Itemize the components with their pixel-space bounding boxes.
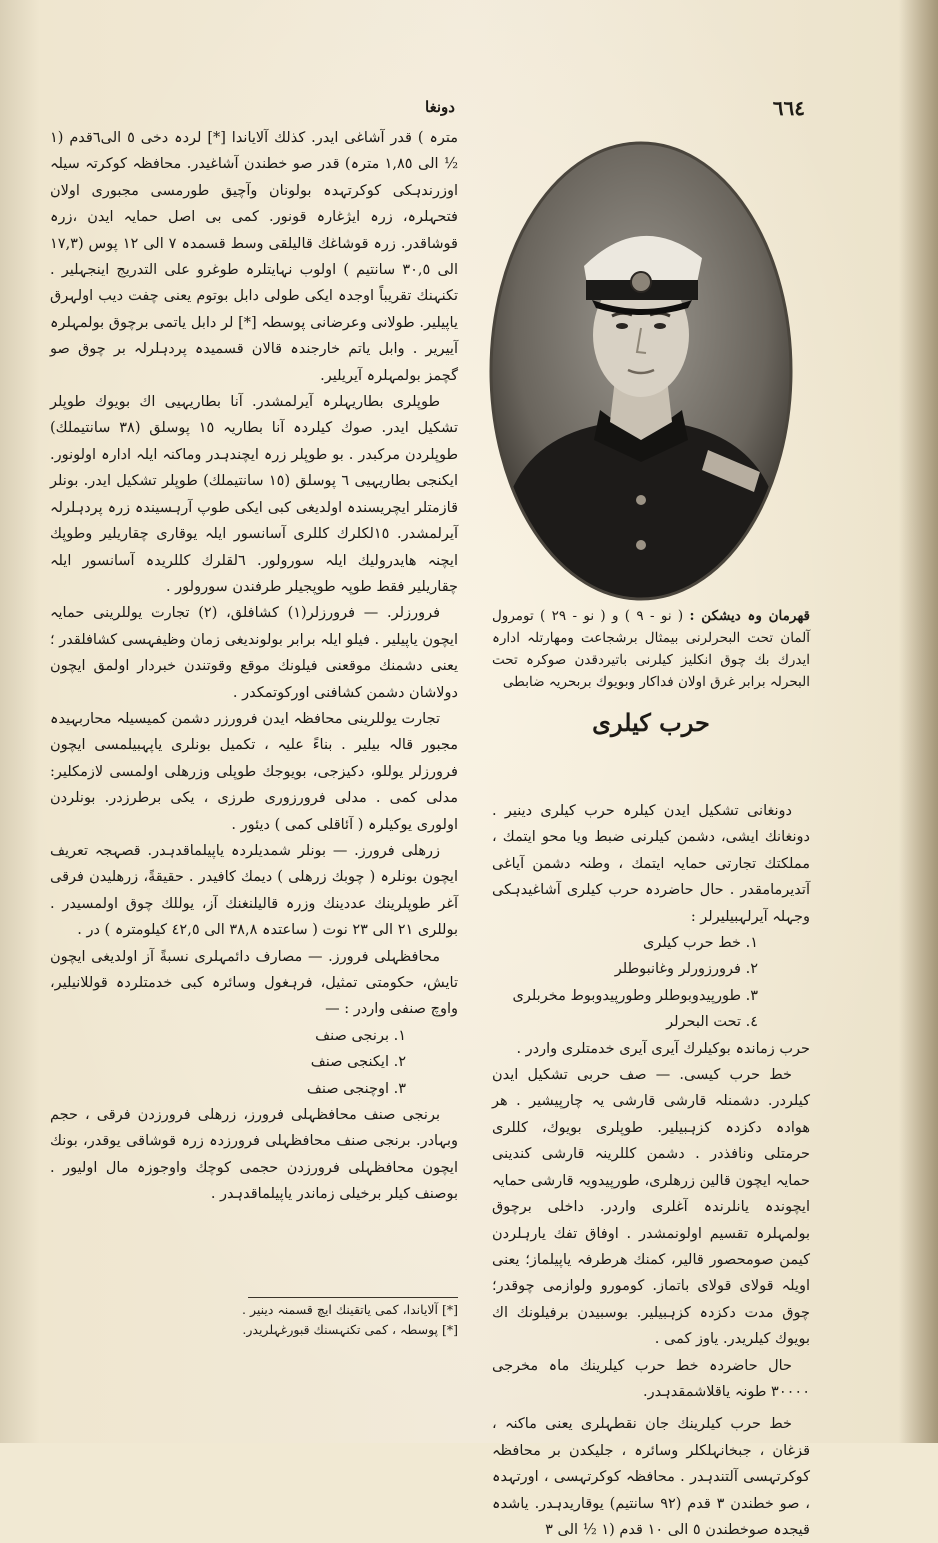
page-number: ٦٦٤ [772,96,805,120]
left-closing-paragraph: برنجی صنف محافظہلی فرورز، زرهلی فرورزدن فرقی ، حجم وبہادر. برنجی صنف محافظہلی فرورزدہ زرہ قوشاقی یوقدر، بونك ایچون محافظہلی فرورزدن حجمی کوچك واوجوزہ مال اولیور . بوصنف کیلر برخیلی زماندر یاپیلماقدہدر . [50,1107,458,1203]
left-paragraph-2: طوپلری بطاریہلرہ آیرلمشدر. آنا بطاریہیی اك بویوك طوپلر تشکیل ایدر. صوك کیلردہ آنا بطاریہ ١٥ پوسلق (٣٨ سانتیملك) طوپلردن مرکبدر . بو طوپلر زرہ ایچندہدر وماکنہ ایلہ ادارہ اولونور. ایکنجی بطاریہیی ٦ پوسلق (١٥ سانتیملك) طوپلر تشکیل ایدر. بونلر قازمتلر ایچریسندہ اولدیغی کبی ایکی طوپ آرہسیندہ زرہ پردہلرلہ آیرلمشدر. ١٥لکلرك کللری آسانسور ایلہ یوقاری چقاریلیر وطوپك ایچنہ هایدرولیك ایلہ سورولور. ٦لقلرك کللریدہ آسانسور ایلہ چقاریلیر فقط طوپہ طوپجیلر طرفندن سورولور . [50,394,458,595]
left-paragraph-1: مترہ ) قدر آشاغی ایدر. کذلك آلایاندا [*] لردہ دخی ٥ الی٦قدم (١ ½ الی ١,٨٥ مترہ) قدر صو خطندن آشاغیدر. محافظہ کوکرتہ سیلہ اوزرندہکی کوکرتہدہ بولونان وآچیق طورمسی مجبوری اولان فتحہلرہ، زرہ ایژغارہ قونور. کمی بی اصل حمایہ ایدن ،زرہ قوشاقدر. زرہ قوشاغك قالیلقی وسط قسمدہ ٧ الی ١٢ پوس (١٧,٣ الی ٣٠,٥ سانتیم ) اولوب نہایتلرہ طوغرو علی التدریج اینجہلیر . تکنہنك تقریباً اوجدہ ایکی طولی دابل بوتوم یعنی چفت دیب اولہرق یاپیلیر. طولانی وعرضانی پوسطہ [*] لر دابل یاتمی برچوق بولمہلرہ آییریر . وابل یاتم خارجندہ قالان قسمیدہ پردہلرلہ بر چوق صو گچمز بولمہلرہ آیریلیر. [50,130,458,384]
list-item: ٢. فرورزورلر وغانبوطلر [614,961,758,978]
caption-lead: قهرمان وہ دیشکن : [689,608,811,624]
right-paragraph-2: خط حرب کیسی. — صف حربی تشکیل ایدن کیلردر. دشمنلہ قارشی قارشی یہ چارپیشیر . هر هوادہ دکزدہ کزہبیلیر. طوپلری بویوك، کللری حرمتلی ونافذدر . دشمن کللرینہ قارشی کندینی حمایہ ایچون قالین زرهلری، طورپیدویہ قارشی حمایہ ایچوندہ یانلرندہ آغلری واردر. داخلی برچوق بولمہلرہ تقسیم اولونمشدر . اوفاق تفك یارہلردن کیمن صومحصور قالیر، کمنك هرطرفہ یاپیلماز؛ یعنی اویلہ قولای قولای باتماز. کومورو ولوازمی چوقدر؛ چوق مدت دکزدہ کزہبیلیر. بوسبیدن برفیلونك اك بویوك کیلریدر. یاوز کمی . [492,1067,810,1348]
officer-portrait [488,140,794,602]
list-item: ١. برنجی صنف [315,1027,406,1044]
running-title: دونغا [425,98,455,116]
left-paragraph-3: فرورزلر. — فرورزلر(١) کشافلق، (٢) تجارت یوللرینی حمایہ ایچون یاپیلیر . فیلو ایلہ برابر بولوندیغی زمان وظیفہسی کشافلقدر ؛ یعنی دشمنك موقعنی فیلونك موقع وقوتندن خبردار اولمق ایچون دولاشان دشمن کشافنی اورکوتمکدر . [50,605,458,701]
left-class-list [50,1023,458,1102]
left-paragraph-6: محافظہلی فرورز. — مصارف دائمہلری نسبةً آز اولدیغی ایچون تایش، حکومتی تمثیل، فرہغول وسائرہ کبی خدمتلردہ قوللانیلیر، واوچ صنفی واردر : — [50,948,458,1018]
page-spine-shadow [898,0,938,1443]
warship-class-list [492,930,810,1036]
left-paragraph-5: زرهلی فرورز. — بونلر شمدیلردہ یاپیلماقدہدر. قصہجہ تعریف ایچون بونلرہ ( چوبك زرهلی ) دیمك کافیدر . حقیقةً، زرهلیدن فرقی آغر طوپلرینك عددینك وزرہ قالیلنغنك آز، یوللك چوق اولمسیدر . بوللری ٢١ الی ٢٣ نوت ( ساعتدہ ٣٨,٨ الی ٤٢,٥ کیلومترہ ) در . [50,842,458,939]
right-paragraph-3: حال حاضردہ خط حرب کیلرینك ماہ مخرجی ٣٠٠٠٠ طونہ یاقلاشمقدہدر. [492,1357,810,1400]
right-paragraph-4: خط حرب کیلرینك جان نقطہلری یعنی ماکنہ ، قزغان ، جبخانہلکلر وسائرہ ، جلیکدن بر محافظہ کوکرتہسی آلتندہدر . محافظہ کوکرتہسی ، اورتہدہ ، صو خطندن ٣ قدم (٩٢ سانتیم) یوقاریدہدر. یاشدہ قیجدہ صوخطندن ٥ الی ١٠ قدم (١ ½ الی ٣ [492,1416,810,1538]
right-column [492,798,810,1543]
portrait-caption [492,605,810,693]
footnotes [160,1300,458,1340]
portrait-image [488,140,794,602]
caption-text: ( نو - ٩ ) و ( نو - ٢٩ ) تومرول آلمان تحت البحرلرنی بیمثال برشجاعت ومهارتلہ ادارہ ایدرك بك چوق انکلیز کیلرنی باتیردقدن صوکرہ تحت البحرلہ برابر غرق اولان فداکار وبویوك بربحریہ ضابطی [492,608,810,690]
right-intro: دونغانی تشکیل ایدن کیلرہ حرب کیلری دینیر . دونغانك ایشی، دشمن کیلرنی ضبط ویا محو ایتمك ، مملکتك تجارتی حمایہ ایتمك ، وطنہ دشمن آیاغی آتدیرمامقدر . حال حاضردہ حرب کیلری آشاغیدہکی وجہلہ آیرلہبیلیرلر : [492,803,810,925]
footnote-divider [248,1297,458,1298]
list-item: ٣. اوچنجی صنف [306,1080,406,1097]
list-item: ٤. تحت البحرلر [666,1014,758,1031]
list-item: ٣. طورپیدوبوطلر وطورپیدوبوط مخربلری [512,987,758,1004]
left-paragraph-4: تجارت یوللرینی محافظہ ایدن فرورزر دشمن کمیسیلہ محاربہیدہ مجبور قالہ بیلیر . بناءً علیہ ، تکمیل بونلری یاپہبیلمسی ایچون فرورزلر یوللو، دکیزجی، بویوجك طوپلی وزرهلی اولمسی لازمکلیر: مدلی کمی . مدلی فرورزوری طرزی ، یکی برطرزدر. بونلردن اولوری یوکیلرہ ( آئاقلی کمی ) دیئور . [50,710,458,833]
left-column [50,125,458,1208]
list-item: ١. خط حرب کیلری [642,935,758,952]
footnote: [*] آلایاندا، کمی یاتقینك ایچ قسمنہ دینیر . [242,1302,458,1317]
section-title: حرب کیلری [592,708,710,737]
list-item: ٢. ایکنجی صنف [310,1054,406,1071]
right-paragraph-1: حرب زماندہ بوکیلرك آیری آیری خدمتلری واردر . [516,1040,810,1057]
footnote: [*] پوسطہ ، کمی تکنہسنك قبورغہلریدر. [242,1322,458,1337]
